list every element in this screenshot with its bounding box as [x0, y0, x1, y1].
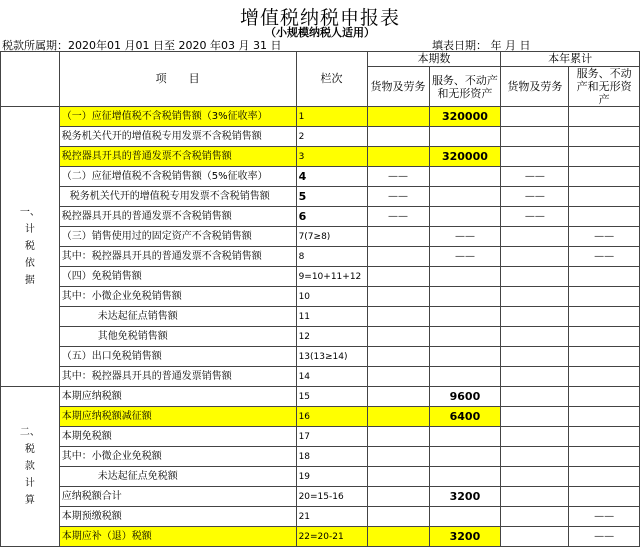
header-blank [1, 52, 60, 107]
row-20-services[interactable]: 3200 [429, 487, 501, 507]
row-12-line: 12 [296, 327, 367, 347]
row-4-ytd-goods: —— [501, 167, 569, 187]
row-18-ytd-services[interactable] [569, 447, 640, 467]
row-17-item: 本期免税额 [59, 427, 296, 447]
row-19-item: 未达起征点免税额 [59, 467, 296, 487]
row-2-services[interactable] [429, 127, 501, 147]
row-7-ytd-goods[interactable] [501, 227, 569, 247]
period-label: 税款所属期： [2, 39, 68, 52]
row-1-goods[interactable] [367, 107, 429, 127]
row-19-services[interactable] [429, 467, 501, 487]
row-18-ytd-goods[interactable] [501, 447, 569, 467]
row-15-item: 本期应纳税额 [59, 387, 296, 407]
fill-date: 填表日期： 年 月 日 [432, 39, 531, 52]
row-11-services[interactable] [429, 307, 501, 327]
row-13-ytd-goods[interactable] [501, 347, 569, 367]
form-subtitle: （小规模纳税人适用） [265, 26, 375, 39]
row-4-services[interactable] [429, 167, 501, 187]
row-21-ytd-services: —— [569, 507, 640, 527]
row-1-services[interactable]: 320000 [429, 107, 501, 127]
tax-return-table [0, 51, 640, 547]
row-12-ytd-goods[interactable] [501, 327, 569, 347]
row-19-goods[interactable] [367, 467, 429, 487]
row-21-item: 本期预缴税额 [59, 507, 296, 527]
row-4-goods: —— [367, 167, 429, 187]
row-4-ytd-services[interactable] [569, 167, 640, 187]
row-8-goods[interactable] [367, 247, 429, 267]
row-3-ytd-services[interactable] [569, 147, 640, 167]
row-16-ytd-services[interactable] [569, 407, 640, 427]
header-goods: 货物及劳务 [367, 67, 429, 107]
row-22-ytd-services: —— [569, 527, 640, 547]
row-14-line: 14 [296, 367, 367, 387]
row-6-services[interactable] [429, 207, 501, 227]
form-title: 增值税纳税申报表 [239, 7, 400, 29]
row-14-item: 其中：税控器具开具的普通发票销售额 [59, 367, 296, 387]
row-21-line: 21 [296, 507, 367, 527]
row-18-line: 18 [296, 447, 367, 467]
row-6-ytd-goods: —— [501, 207, 569, 227]
row-7-item: （三）销售使用过的固定资产不含税销售额 [59, 227, 296, 247]
row-21-ytd-goods[interactable] [501, 507, 569, 527]
row-12-goods[interactable] [367, 327, 429, 347]
row-17-ytd-goods[interactable] [501, 427, 569, 447]
row-13-ytd-services[interactable] [569, 347, 640, 367]
row-8-ytd-goods[interactable] [501, 247, 569, 267]
row-14-services[interactable] [429, 367, 501, 387]
row-6-item: 税控器具开具的普通发票不含税销售额 [59, 207, 296, 227]
row-15-goods[interactable] [367, 387, 429, 407]
header-services: 服务、不动产和无形资产 [429, 67, 501, 107]
row-4-line: 4 [296, 167, 367, 187]
row-22-line: 22=20-21 [296, 527, 367, 547]
header-item: 项 目 [59, 52, 296, 107]
row-3-line: 3 [296, 147, 367, 167]
row-16-services[interactable]: 6400 [429, 407, 501, 427]
row-8-item: 其中：税控器具开具的普通发票不含税销售额 [59, 247, 296, 267]
row-7-goods[interactable] [367, 227, 429, 247]
row-11-ytd-goods[interactable] [501, 307, 569, 327]
row-5-ytd-goods: —— [501, 187, 569, 207]
row-7-services: —— [429, 227, 501, 247]
row-6-ytd-services[interactable] [569, 207, 640, 227]
row-12-item: 其他免税销售额 [59, 327, 296, 347]
row-3-goods[interactable] [367, 147, 429, 167]
row-5-item: 税务机关代开的增值税专用发票不含税销售额 [59, 187, 296, 207]
row-16-line: 16 [296, 407, 367, 427]
row-13-line: 13(13≥14) [296, 347, 367, 367]
row-9-services[interactable] [429, 267, 501, 287]
row-17-services[interactable] [429, 427, 501, 447]
row-16-goods[interactable] [367, 407, 429, 427]
row-2-goods[interactable] [367, 127, 429, 147]
row-21-goods[interactable] [367, 507, 429, 527]
row-20-ytd-goods[interactable] [501, 487, 569, 507]
row-6-goods: —— [367, 207, 429, 227]
row-9-goods[interactable] [367, 267, 429, 287]
row-10-services[interactable] [429, 287, 501, 307]
row-19-ytd-goods[interactable] [501, 467, 569, 487]
row-18-goods[interactable] [367, 447, 429, 467]
period-value: 2020年01 月01 日至 2020 年03 月 31 日 [68, 39, 282, 52]
row-11-goods[interactable] [367, 307, 429, 327]
row-1-ytd-goods[interactable] [501, 107, 569, 127]
row-9-ytd-services[interactable] [569, 267, 640, 287]
header-ytd-goods: 货物及劳务 [501, 67, 569, 107]
row-7-ytd-services: —— [569, 227, 640, 247]
row-12-ytd-services[interactable] [569, 327, 640, 347]
row-22-goods[interactable] [367, 527, 429, 547]
row-14-ytd-services[interactable] [569, 367, 640, 387]
row-19-line: 19 [296, 467, 367, 487]
row-14-goods[interactable] [367, 367, 429, 387]
row-20-item: 应纳税额合计 [59, 487, 296, 507]
row-3-item: 税控器具开具的普通发票不含税销售额 [59, 147, 296, 167]
header-ytd-services: 服务、不动产和无形资产 [569, 67, 640, 107]
row-5-services[interactable] [429, 187, 501, 207]
row-3-ytd-goods[interactable] [501, 147, 569, 167]
row-12-services[interactable] [429, 327, 501, 347]
row-15-ytd-services[interactable] [569, 387, 640, 407]
row-1-line: 1 [296, 107, 367, 127]
row-10-goods[interactable] [367, 287, 429, 307]
row-5-ytd-services[interactable] [569, 187, 640, 207]
row-22-ytd-goods[interactable] [501, 527, 569, 547]
row-10-ytd-goods[interactable] [501, 287, 569, 307]
row-3-services[interactable]: 320000 [429, 147, 501, 167]
section-1-label: 一、 计 税 依 据 [1, 107, 60, 387]
row-8-services: —— [429, 247, 501, 267]
row-15-services[interactable]: 9600 [429, 387, 501, 407]
row-17-goods[interactable] [367, 427, 429, 447]
row-22-item: 本期应补（退）税额 [59, 527, 296, 547]
row-15-ytd-goods[interactable] [501, 387, 569, 407]
row-11-item: 未达起征点销售额 [59, 307, 296, 327]
row-5-goods: —— [367, 187, 429, 207]
row-20-ytd-services[interactable] [569, 487, 640, 507]
row-9-item: （四）免税销售额 [59, 267, 296, 287]
row-2-ytd-services[interactable] [569, 127, 640, 147]
row-18-item: 其中：小微企业免税额 [59, 447, 296, 467]
row-10-item: 其中：小微企业免税销售额 [59, 287, 296, 307]
row-13-services[interactable] [429, 347, 501, 367]
row-5-line: 5 [296, 187, 367, 207]
row-7-line: 7(7≥8) [296, 227, 367, 247]
row-9-ytd-goods[interactable] [501, 267, 569, 287]
section-2-label: 二、 税 款 计 算 [1, 387, 60, 547]
header-current: 本期数 [367, 52, 501, 67]
row-11-line: 11 [296, 307, 367, 327]
row-4-item: （二）应征增值税不含税销售额（5%征收率） [59, 167, 296, 187]
row-10-ytd-services[interactable] [569, 287, 640, 307]
row-20-goods[interactable] [367, 487, 429, 507]
row-19-ytd-services[interactable] [569, 467, 640, 487]
row-1-ytd-services[interactable] [569, 107, 640, 127]
row-17-ytd-services[interactable] [569, 427, 640, 447]
row-9-line: 9=10+11+12 [296, 267, 367, 287]
row-16-item: 本期应纳税额减征额 [59, 407, 296, 427]
header-ytd: 本年累计 [501, 52, 640, 67]
header-line: 栏次 [296, 52, 367, 107]
row-18-services[interactable] [429, 447, 501, 467]
row-21-services[interactable] [429, 507, 501, 527]
row-20-line: 20=15-16 [296, 487, 367, 507]
row-14-ytd-goods[interactable] [501, 367, 569, 387]
row-6-line: 6 [296, 207, 367, 227]
row-8-ytd-services: —— [569, 247, 640, 267]
row-10-line: 10 [296, 287, 367, 307]
row-2-ytd-goods[interactable] [501, 127, 569, 147]
row-17-line: 17 [296, 427, 367, 447]
row-11-ytd-services[interactable] [569, 307, 640, 327]
row-13-item: （五）出口免税销售额 [59, 347, 296, 367]
row-2-item: 税务机关代开的增值税专用发票不含税销售额 [59, 127, 296, 147]
row-15-line: 15 [296, 387, 367, 407]
row-2-line: 2 [296, 127, 367, 147]
row-16-ytd-goods[interactable] [501, 407, 569, 427]
row-8-line: 8 [296, 247, 367, 267]
row-13-goods[interactable] [367, 347, 429, 367]
row-1-item: （一）应征增值税不含税销售额（3%征收率） [59, 107, 296, 127]
row-22-services[interactable]: 3200 [429, 527, 501, 547]
